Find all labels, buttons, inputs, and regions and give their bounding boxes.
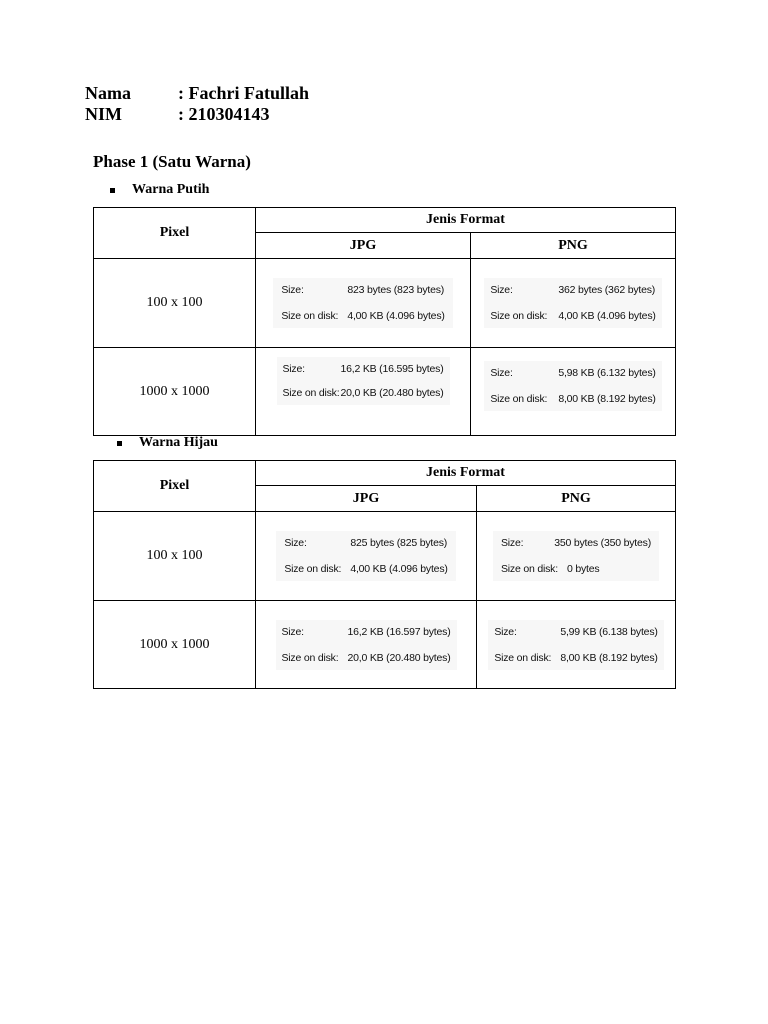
pixel-size-cell: 1000 x 1000: [94, 601, 256, 689]
square-bullet-icon: [110, 188, 115, 193]
nim-label: NIM: [85, 104, 122, 124]
size-label: Size:: [490, 284, 513, 296]
pixel-size-cell: 100 x 100: [94, 512, 256, 601]
jpg-properties-cell: [256, 259, 471, 348]
size-on-disk-value: 8,00 KB (8.192 bytes): [560, 651, 658, 664]
format-table-putih: [93, 207, 676, 436]
pixel-size-cell: 100 x 100: [94, 259, 256, 348]
size-label: Size:: [284, 537, 307, 549]
size-on-disk-value: 4,00 KB (4.096 bytes): [350, 563, 448, 575]
size-label: Size:: [494, 625, 517, 638]
size-value: 16,2 KB (16.595 bytes): [340, 362, 444, 375]
png-properties-cell: [477, 601, 676, 689]
size-value: 362 bytes (362 bytes): [558, 284, 656, 296]
jpg-properties-cell: [256, 348, 471, 436]
file-properties-snippet: [276, 620, 457, 670]
size-value: 5,99 KB (6.138 bytes): [560, 625, 658, 638]
size-on-disk-label: Size on disk:: [281, 651, 339, 664]
png-properties-cell: [471, 348, 676, 436]
file-properties-snippet: [277, 357, 450, 405]
square-bullet-icon: [117, 441, 122, 446]
size-value: 825 bytes (825 bytes): [350, 537, 448, 549]
header-jpg: JPG: [256, 486, 477, 512]
header-jenis-format: Jenis Format: [256, 461, 676, 486]
size-on-disk-label: Size on disk:: [282, 386, 340, 399]
phase-title: Phase 1 (Satu Warna): [93, 152, 251, 171]
table-row: [94, 348, 676, 436]
size-label: Size:: [490, 366, 513, 379]
bullet-warna-hijau: [117, 435, 218, 451]
name-label: Nama: [85, 83, 131, 103]
nim-value: : 210304143: [178, 104, 270, 124]
header-pixel: Pixel: [94, 461, 256, 512]
jpg-properties-cell: [256, 601, 477, 689]
size-label: Size:: [282, 362, 305, 375]
size-on-disk-value: 0 bytes: [567, 563, 600, 575]
size-value: 350 bytes (350 bytes): [554, 537, 651, 549]
size-label: Size:: [281, 625, 304, 638]
table-row: [94, 601, 676, 689]
size-on-disk-label: Size on disk:: [284, 563, 342, 575]
size-on-disk-value: 8,00 KB (8.192 bytes): [558, 392, 656, 405]
table-row: [94, 259, 676, 348]
size-on-disk-value: 4,00 KB (4.096 bytes): [347, 310, 445, 322]
file-properties-snippet: [273, 278, 452, 328]
png-properties-cell: [471, 259, 676, 348]
file-properties-snippet: [276, 531, 455, 581]
size-on-disk-value: 20,0 KB (20.480 bytes): [340, 386, 444, 399]
header-png: PNG: [471, 233, 676, 259]
bullet-label: Warna Putih: [132, 182, 210, 197]
size-label: Size:: [281, 284, 304, 296]
size-on-disk-label: Size on disk:: [490, 392, 548, 405]
format-table-hijau: [93, 460, 676, 689]
file-properties-snippet: [484, 361, 661, 411]
file-properties-snippet: [493, 531, 659, 581]
png-properties-cell: [477, 512, 676, 601]
size-value: 5,98 KB (6.132 bytes): [558, 366, 656, 379]
header-pixel: Pixel: [94, 208, 256, 259]
nim-row: [85, 104, 270, 125]
bullet-warna-putih: [110, 182, 209, 198]
size-on-disk-value: 20,0 KB (20.480 bytes): [347, 651, 451, 664]
pixel-size-cell: 1000 x 1000: [94, 348, 256, 436]
header-jenis-format: Jenis Format: [256, 208, 676, 233]
file-properties-snippet: [488, 620, 663, 670]
file-properties-snippet: [484, 278, 661, 328]
header-png: PNG: [477, 486, 676, 512]
name-value: : Fachri Fatullah: [178, 83, 309, 103]
header-jpg: JPG: [256, 233, 471, 259]
size-on-disk-value: 4,00 KB (4.096 bytes): [558, 310, 656, 322]
size-value: 16,2 KB (16.597 bytes): [347, 625, 451, 638]
size-on-disk-label: Size on disk:: [490, 310, 548, 322]
table-row: [94, 512, 676, 601]
jpg-properties-cell: [256, 512, 477, 601]
size-on-disk-label: Size on disk:: [501, 563, 558, 575]
size-on-disk-label: Size on disk:: [494, 651, 552, 664]
size-label: Size:: [501, 537, 524, 549]
bullet-label: Warna Hijau: [139, 435, 218, 450]
name-row: [85, 83, 309, 104]
size-value: 823 bytes (823 bytes): [347, 284, 445, 296]
size-on-disk-label: Size on disk:: [281, 310, 339, 322]
